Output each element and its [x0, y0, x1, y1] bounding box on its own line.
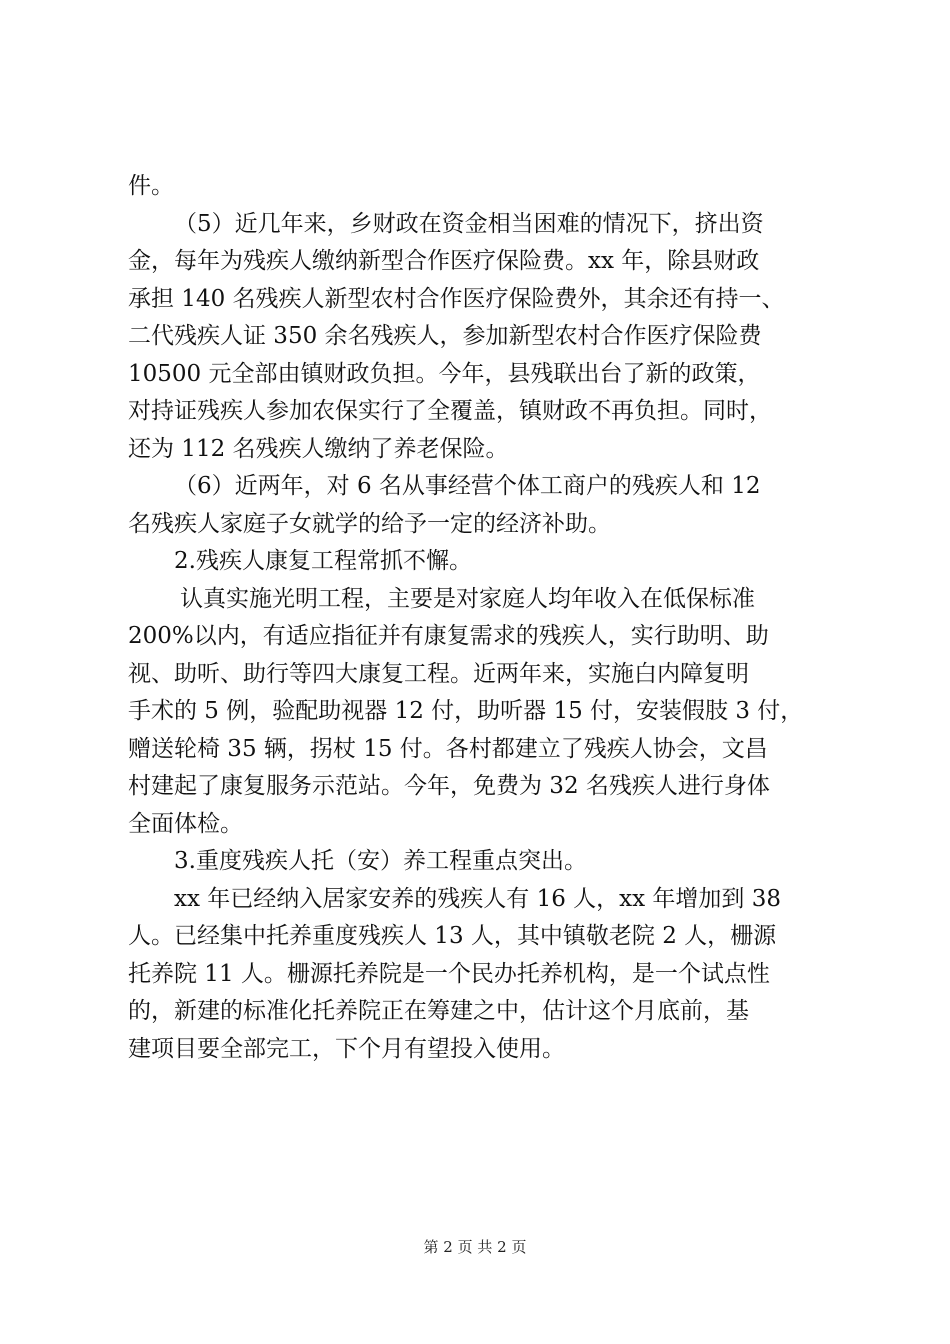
text-line: 名残疾人家庭子女就学的给予一定的经济补助。 — [128, 510, 611, 537]
text-line: 200%以内，有适应指征并有康复需求的残疾人，实行助明、助 — [128, 623, 769, 649]
text-line: 村建起了康复服务示范站。今年，免费为 32 名残疾人进行身体 — [128, 773, 770, 799]
text-line: 对持证残疾人参加农保实行了全覆盖，镇财政不再负担。同时， — [128, 398, 772, 424]
text-line: （6）近两年，对 6 名从事经营个体工商户的残疾人和 12 — [174, 473, 761, 499]
text-line: 的，新建的标准化托养院正在筹建之中，估计这个月底前，基 — [128, 998, 749, 1024]
text-line: 视、助听、助行等四大康复工程。近两年来，实施白内障复明 — [128, 660, 749, 687]
text-line: xx 年已经纳入居家安养的残疾人有 16 人，xx 年增加到 38 — [174, 885, 781, 912]
text-line: 二代残疾人证 350 余名残疾人，参加新型农村合作医疗保险费 — [128, 323, 762, 349]
text-line: 全面体检。 — [128, 810, 243, 837]
section-heading: 3.重度残疾人托（安）养工程重点突出。 — [174, 848, 587, 874]
text-line: 建项目要全部完工，下个月有望投入使用。 — [128, 1035, 565, 1062]
document-body — [128, 168, 832, 1068]
text-line: 认真实施光明工程，主要是对家庭人均年收入在低保标准 — [180, 585, 755, 612]
text-line: 还为 112 名残疾人缴纳了养老保险。 — [128, 435, 509, 462]
text-line: （5）近几年来，乡财政在资金相当困难的情况下，挤出资 — [174, 210, 764, 237]
section-heading: 2.残疾人康复工程常抓不懈。 — [174, 548, 472, 574]
text-line: 承担 140 名残疾人新型农村合作医疗保险费外，其余还有持一、 — [128, 285, 785, 312]
page-number-footer: 第 2 页 共 2 页 — [423, 1238, 527, 1256]
text-line: 金，每年为残疾人缴纳新型合作医疗保险费。xx 年，除县财政 — [128, 248, 760, 274]
text-line: 手术的 5 例，验配助视器 12 付，助听器 15 付，安装假肢 3 付， — [128, 698, 804, 724]
text-line: 赠送轮椅 35 辆，拐杖 15 付。各村都建立了残疾人协会，文昌 — [128, 735, 768, 762]
text-line: 托养院 11 人。栅源托养院是一个民办托养机构，是一个试点性 — [128, 960, 770, 987]
text-line: 件。 — [128, 173, 174, 199]
text-line: 人。已经集中托养重度残疾人 13 人，其中镇敬老院 2 人，栅源 — [128, 923, 777, 949]
text-line: 10500 元全部由镇财政负担。今年，县残联出台了新的政策， — [128, 360, 761, 387]
